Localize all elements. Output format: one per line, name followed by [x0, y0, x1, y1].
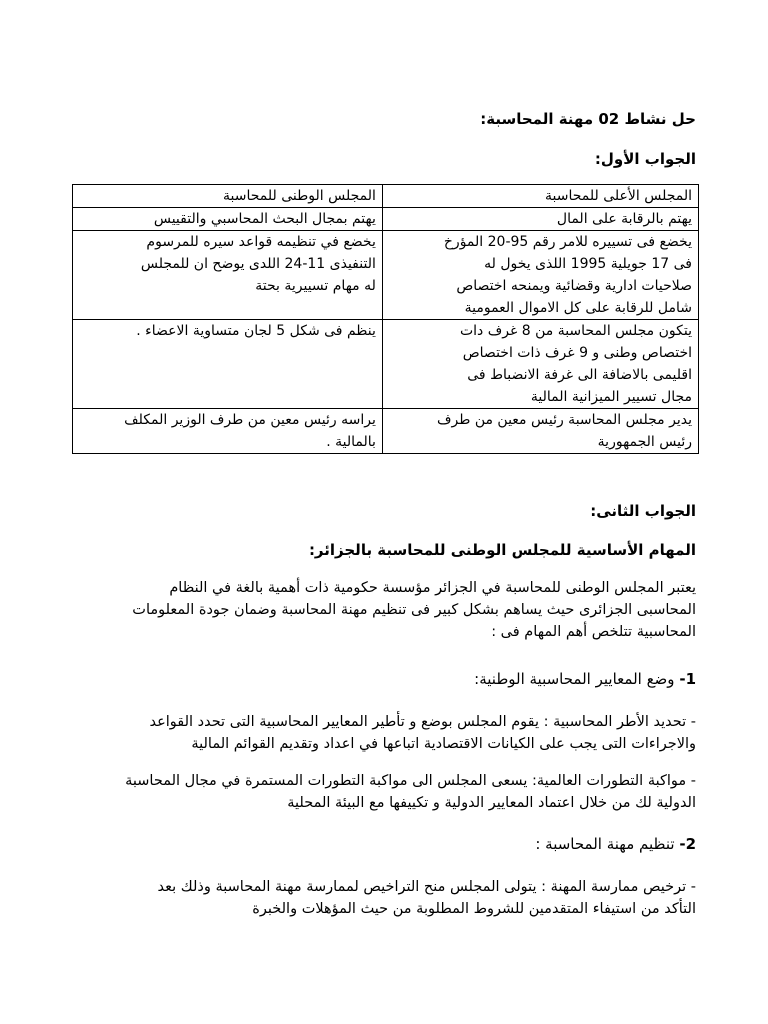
table-row	[73, 208, 699, 231]
table-cell: يهتم بالرقابة على المال	[382, 208, 698, 231]
table-row	[73, 320, 699, 409]
subheading-one: 1- وضع المعايير المحاسبية الوطنية:	[474, 670, 696, 688]
table-row	[73, 231, 699, 320]
answer-one-heading: الجواب الأول:	[594, 150, 696, 168]
table-cell: يهتم بمجال البحث المحاسبي والتقييس	[73, 208, 383, 231]
subheading-two: 2- تنظيم مهنة المحاسبة :	[535, 835, 696, 853]
table-cell: يخضع فى تسييره للامر رقم 95-20 المؤرخ فى 17 جويلية 1995 اللذى يخول له صلاحيات ادارية وقضائية ويمنحه اختصاص شامل للرقابة على كل الاموال العمومية	[382, 231, 698, 320]
section-title: المهام الأساسية للمجلس الوطنى للمحاسبة بالجزائر:	[308, 541, 696, 559]
paragraph-frameworks: - تحديد الأطر المحاسبية : يقوم المجلس بوضع و تأطير المعايير المحاسبية التى تحدد القواعد والاجراءات التى يجب على الكيانات الاقتصادية اتباعها في اعداد وتقديم القوائم المالية	[149, 714, 696, 752]
table-cell: يتكون مجلس المحاسبة من 8 غرف دات اختصاص وطنى و 9 غرف ذات اختصاص اقليمى بالاضافة الى غرفة الانضباط فى مجال تسيير الميزانية المالية	[382, 320, 698, 409]
table-header-row	[73, 185, 699, 208]
table-header-cell: المجلس الوطنى للمحاسبة	[73, 185, 383, 208]
answer-two-heading: الجواب الثانى:	[590, 502, 696, 520]
paragraph-licensing: - ترخيص ممارسة المهنة : يتولى المجلس منح التراخيص لممارسة مهنة المحاسبة وذلك بعد التأكد من استيفاء المتقدمين للشروط المطلوبة من حيث المؤهلات والخبرة	[157, 879, 696, 917]
table-cell: يراسه رئيس معين من طرف الوزير المكلف بالمالية .	[73, 409, 383, 454]
intro-paragraph: يعتبر المجلس الوطنى للمحاسبة في الجزائر مؤسسة حكومية ذات أهمية بالغة في النظام المحاسبى الجزائرى حيث يساهم بشكل كبير فى تنظيم مهنة المحاسبة وضمان جودة المعلومات المحاسبية تتلخص أهم المهام فى :	[132, 580, 696, 640]
table-cell: ينظم فى شكل 5 لجان متساوية الاعضاء .	[73, 320, 383, 409]
table-cell: يخضع في تنظيمه قواعد سيره للمرسوم التنفيذى 11-24 اللدى يوضح ان للمجلس له مهام تسييرية بحتة	[73, 231, 383, 320]
comparison-table	[72, 184, 699, 454]
table-header-cell: المجلس الأعلى للمحاسبة	[382, 185, 698, 208]
table-row	[73, 409, 699, 454]
table-cell: يدير مجلس المحاسبة رئيس معين من طرف رئيس الجمهورية	[382, 409, 698, 454]
activity-title: حل نشاط 02 مهنة المحاسبة:	[480, 110, 696, 128]
paragraph-global-developments: - مواكبة التطورات العالمية: يسعى المجلس الى مواكبة التطورات المستمرة في مجال المحاسبة الدولية لك من خلال اعتماد المعايير الدولية و تكييفها مع البيئة المحلية	[125, 773, 696, 811]
